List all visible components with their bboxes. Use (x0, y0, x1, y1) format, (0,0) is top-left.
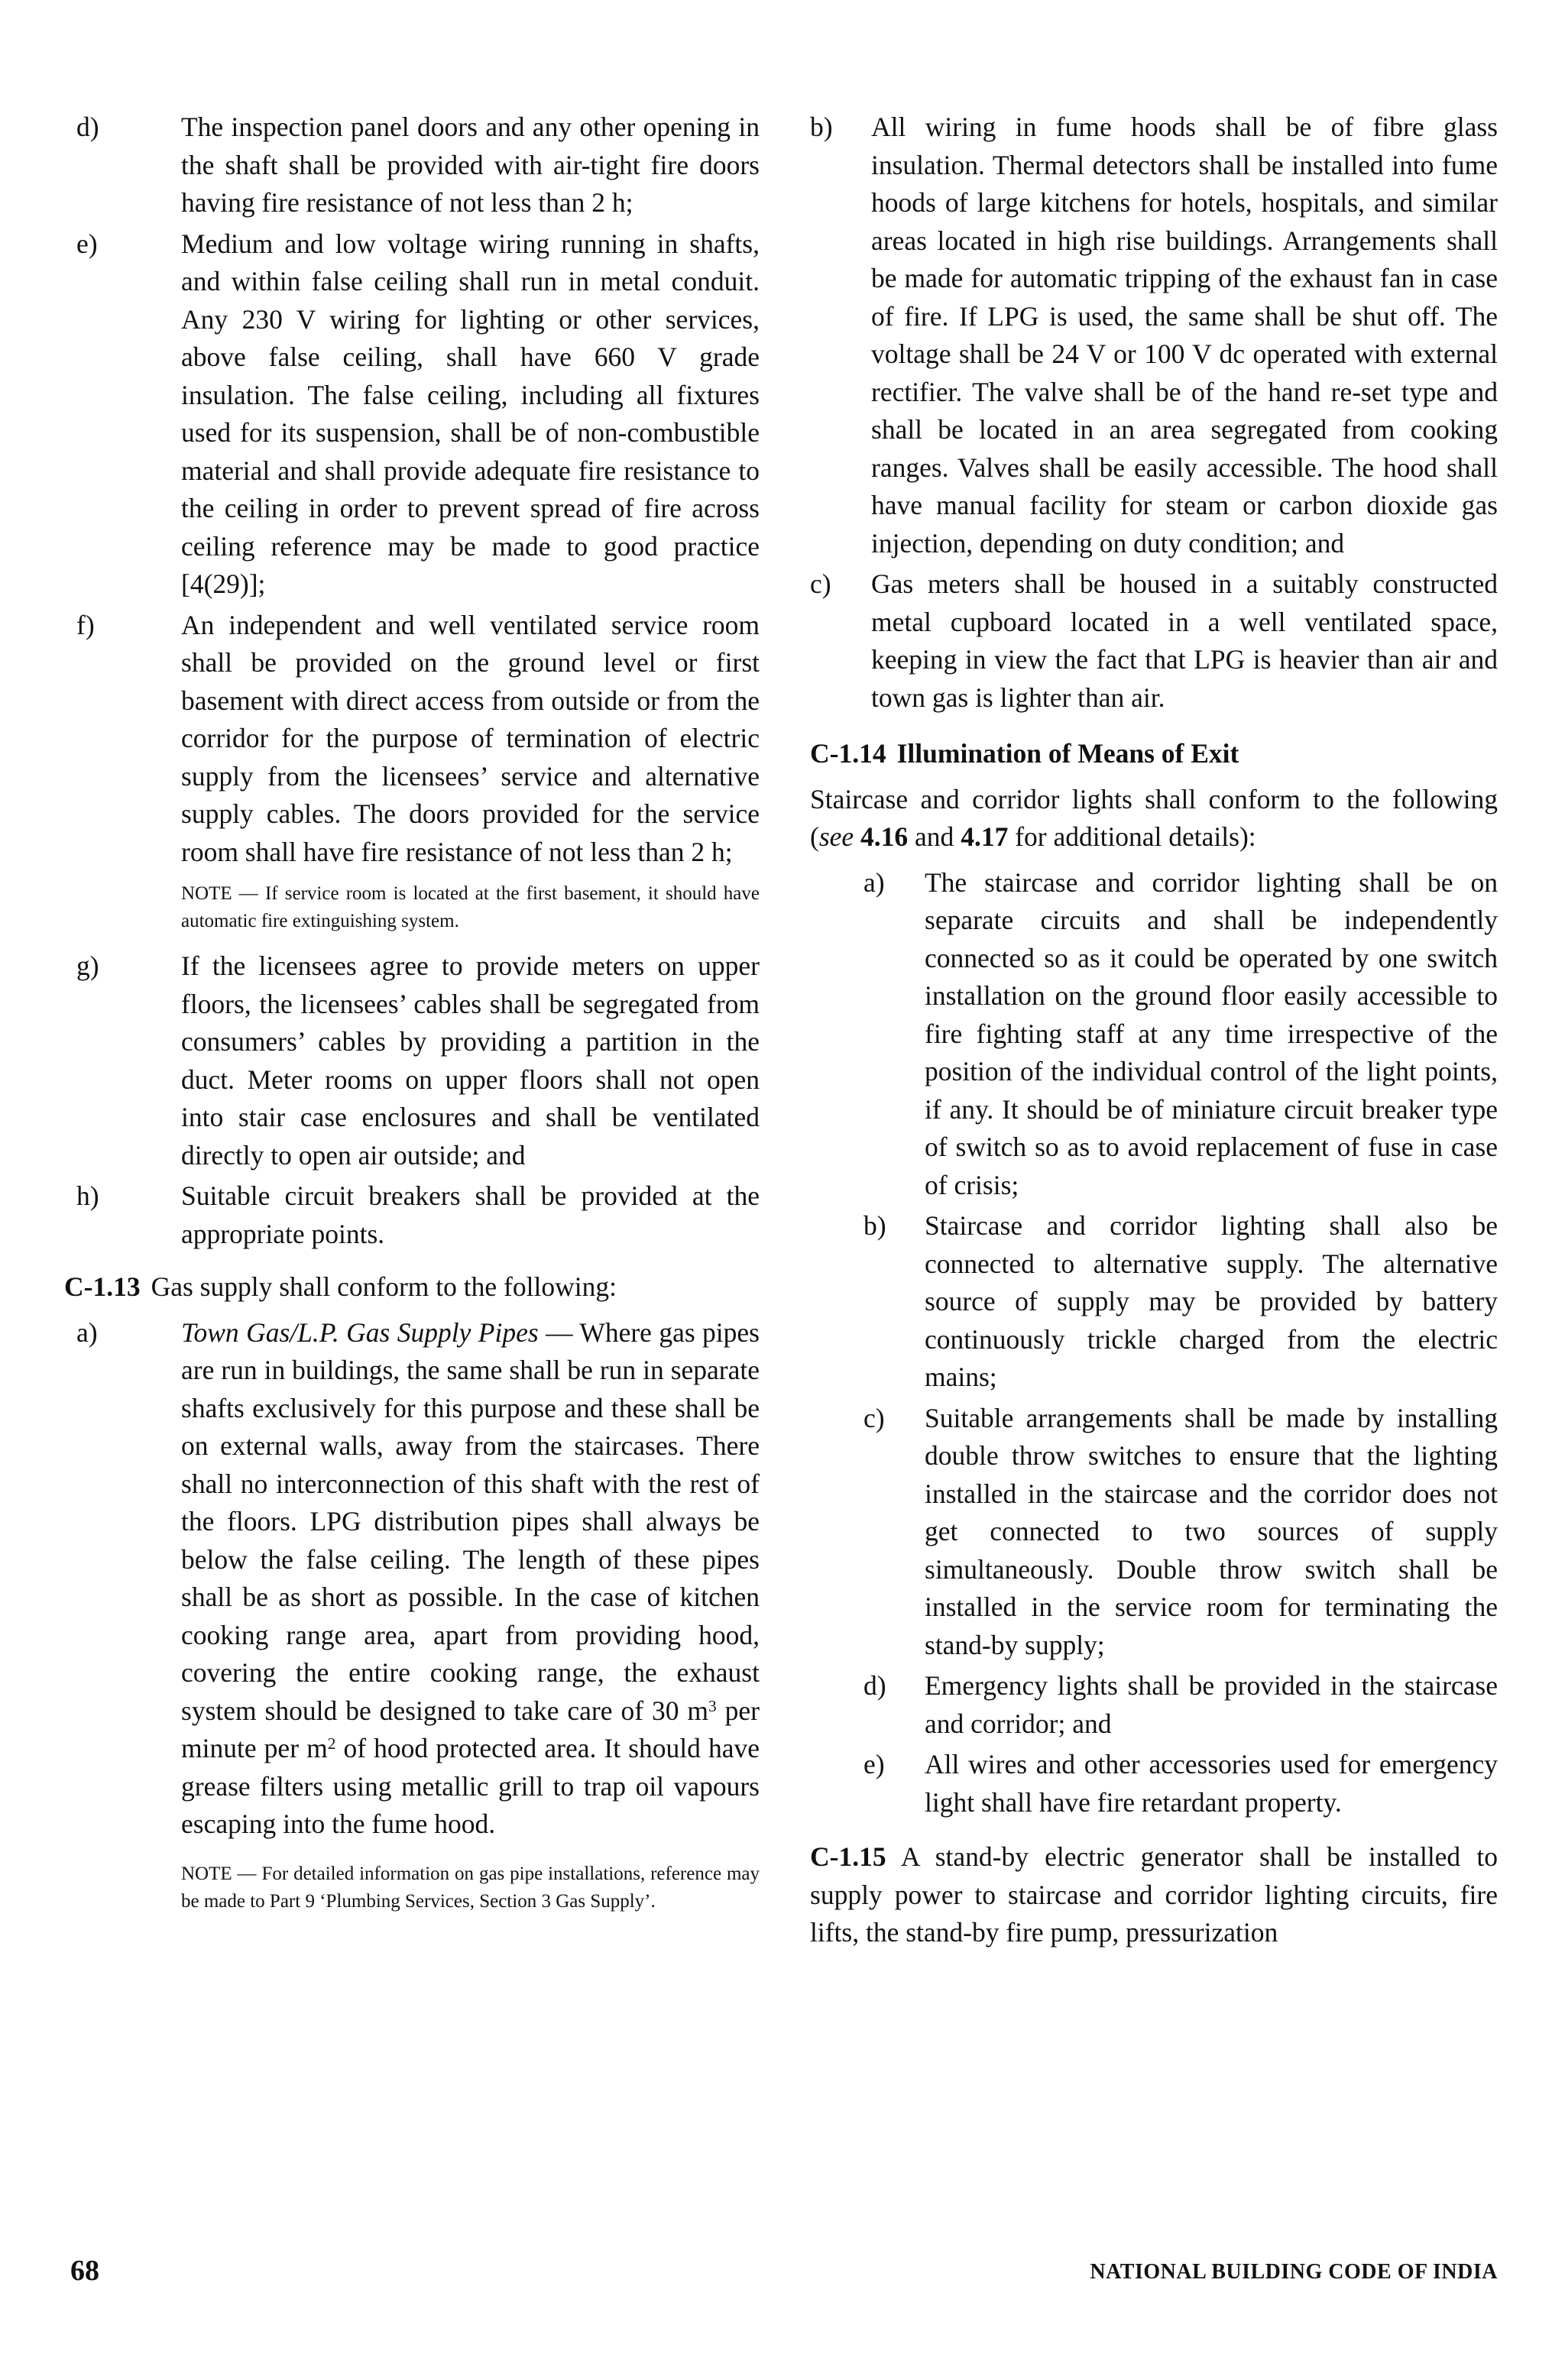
item-gas-body (181, 1314, 760, 1925)
intro-text-2: for additional details): (1008, 821, 1256, 852)
item-text: Staircase and corridor lighting shall also be connected to alternative supply. The alternative source of supply may be provided by battery continuously trickle charged from the electric mains; (925, 1210, 1498, 1392)
clause-text: Gas supply shall conform to the following: (151, 1271, 617, 1302)
intro-text-1: Staircase and corridor lights shall conform to the following ( (810, 783, 1498, 852)
item-text: An independent and well ventilated service room shall be provided on the ground level or first basement with direct access from outside or from the corridor for the purpose of termination of electric supply from the licensees’ service and alternative supply cables. The doors provided for the service room shall have fire resistance of not less than 2 h; (181, 609, 760, 867)
left-column (64, 108, 760, 1928)
item-text: Medium and low voltage wiring running in shafts, and within false ceiling shall run in metal conduit. Any 230 V wiring for lighting or other services, above false ceiling, shall have 660 V grade insulation. The false ceiling, including all fixtures used for its suspension, shall be of non-combustible material and shall provide adequate fire resistance to the ceiling in order to prevent spread of fire across ceiling reference may be made to good practice [4(29)]; (181, 228, 760, 599)
text-part-3: of hood protected area. It should have grease filters using metallic grill to trap oil vapours escaping into the fume hood. (181, 1733, 760, 1839)
item-text: Suitable circuit breakers shall be provided at the appropriate points. (181, 1180, 760, 1249)
item-label: h) (76, 1180, 99, 1211)
item-text: Suitable arrangements shall be made by installing double throw switches to ensure that the lighting installed in the staircase and the corridor does not get connected to two sources of supply simultaneously. Double throw switch shall be installed in the service room for terminating the stand-by supply; (925, 1402, 1498, 1660)
list-item-g (70, 947, 760, 1174)
item-text: If the licensees agree to provide meters on upper floors, the licensees’ cables shall be segregated from consumers’ cables by providing a partition in the duct. Meter rooms on upper floors shall not open into stair case enclosures and shall be ventilated directly to open air outside; and (181, 950, 760, 1171)
intro-ref-1: 4.16 (860, 821, 909, 852)
item-label: c) (810, 568, 831, 599)
clause-1-15-para (810, 1838, 1498, 1952)
list-item-exit-c (810, 1400, 1498, 1665)
item-label: a) (76, 1316, 98, 1348)
item-text (181, 1314, 760, 1844)
list-item-c (810, 565, 1498, 717)
dash: — (538, 1316, 580, 1348)
item-text: The staircase and corridor lighting shall be on separate circuits and shall be independently connected so as it could be operated by one switch installation on the ground floor easily accessible to fire fighting staff at any time irrespective of the position of the individual control of the light points, if any. It should be of miniature circuit breaker type of switch so as to avoid replacement of fuse in case of crisis; (925, 866, 1498, 1200)
list-item-exit-a (810, 864, 1498, 1205)
item-label: g) (76, 950, 99, 981)
clause-intro (810, 781, 1498, 856)
item-text: The inspection panel doors and any other opening in the shaft shall be provided with air-tight fire doors having fire resistance of not less than 2 h; (181, 112, 760, 218)
intro-and: and (908, 821, 961, 852)
publication-title: NATIONAL BUILDING CODE OF INDIA (1090, 2260, 1498, 2284)
item-f-body (181, 607, 760, 945)
item-label: d) (76, 112, 99, 142)
item-text: All wires and other accessories used for emergency light shall have fire retardant property. (925, 1749, 1498, 1818)
superscript-3: 3 (708, 1696, 717, 1715)
list-item-d (70, 108, 760, 222)
clause-text: A stand-by electric generator shall be installed to supply power to staircase and corridor lighting circuits, fire lifts, the stand-by fire pump, pressurization (810, 1841, 1498, 1948)
item-text: Emergency lights shall be provided in the staircase and corridor; and (925, 1670, 1498, 1739)
note-gas-pipe: NOTE — For detailed information on gas pipe installations, reference may be made to Part 9 ‘Plumbing Services, Section 3 Gas Supply’. (181, 1863, 760, 1912)
item-label: a) (864, 866, 885, 898)
clause-number: C-1.15 (810, 1841, 886, 1872)
text-part-2: per minute per m (181, 1695, 760, 1763)
item-label: b) (810, 112, 833, 142)
intro-ref-2: 4.17 (961, 821, 1009, 852)
item-label: e) (76, 228, 98, 259)
list-item-h (70, 1177, 760, 1253)
list-item-e (70, 225, 760, 604)
item-label: b) (864, 1210, 886, 1241)
list-item-exit-e (810, 1746, 1498, 1821)
right-column (810, 108, 1498, 1960)
note-service-room: NOTE — If service room is located at the first basement, it should have automatic fire extinguishing system. (181, 883, 760, 931)
item-title: Town Gas/L.P. Gas Supply Pipes (181, 1316, 539, 1348)
item-label: e) (864, 1749, 885, 1779)
page-number: 68 (70, 2255, 99, 2287)
clause-number: C-1.14 (810, 738, 886, 769)
superscript-2: 2 (327, 1734, 336, 1753)
item-label: d) (864, 1670, 886, 1701)
item-text: Gas meters shall be housed in a suitably constructed metal cupboard located in a well ventilated space, keeping in view the fact that LPG is heavier than air and town gas is lighter than air. (871, 568, 1498, 713)
list-item-exit-b (810, 1207, 1498, 1397)
intro-see: see (818, 821, 854, 852)
clause-c-1-15 (810, 1838, 1498, 1952)
item-label: f) (76, 609, 95, 640)
clause-c-1-13 (64, 1268, 760, 1307)
item-label: c) (864, 1402, 885, 1433)
clause-title: Illumination of Means of Exit (896, 738, 1239, 769)
list-item-gas-a (70, 1314, 760, 1925)
text-part-1: Where gas pipes are run in buildings, the same shall be run in separate shafts exclusively for this purpose and these shall be on external walls, away from the staircases. There shall no interconnection of this shaft with the rest of the floors. LPG distribution pipes shall always be below the false ceiling. The length of these pipes shall be as short as possible. In the case of kitchen cooking range area, apart from providing hood, covering the entire cooking range, the exhaust system should be designed to take care of 30 m (181, 1316, 760, 1726)
list-item-exit-d (810, 1667, 1498, 1743)
list-item-b (810, 108, 1498, 562)
item-text: All wiring in fume hoods shall be of fibre glass insulation. Thermal detectors shall be installed into fume hoods of large kitchens for hotels, hospitals, and similar areas located in high rise buildings. Arrangements shall be made for automatic tripping of the exhaust fan in case of fire. If LPG is used, the same shall be shut off. The voltage shall be 24 V or 100 V dc operated with external rectifier. The valve shall be of the hand re-set type and shall be located in an area segregated from cooking ranges. Valves shall be easily accessible. The hood shall have manual facility for steam or carbon dioxide gas injection, depending on duty condition; and (871, 112, 1498, 559)
clause-c-1-14 (810, 735, 1498, 773)
clause-number: C-1.13 (64, 1271, 141, 1302)
list-item-f (70, 607, 760, 945)
